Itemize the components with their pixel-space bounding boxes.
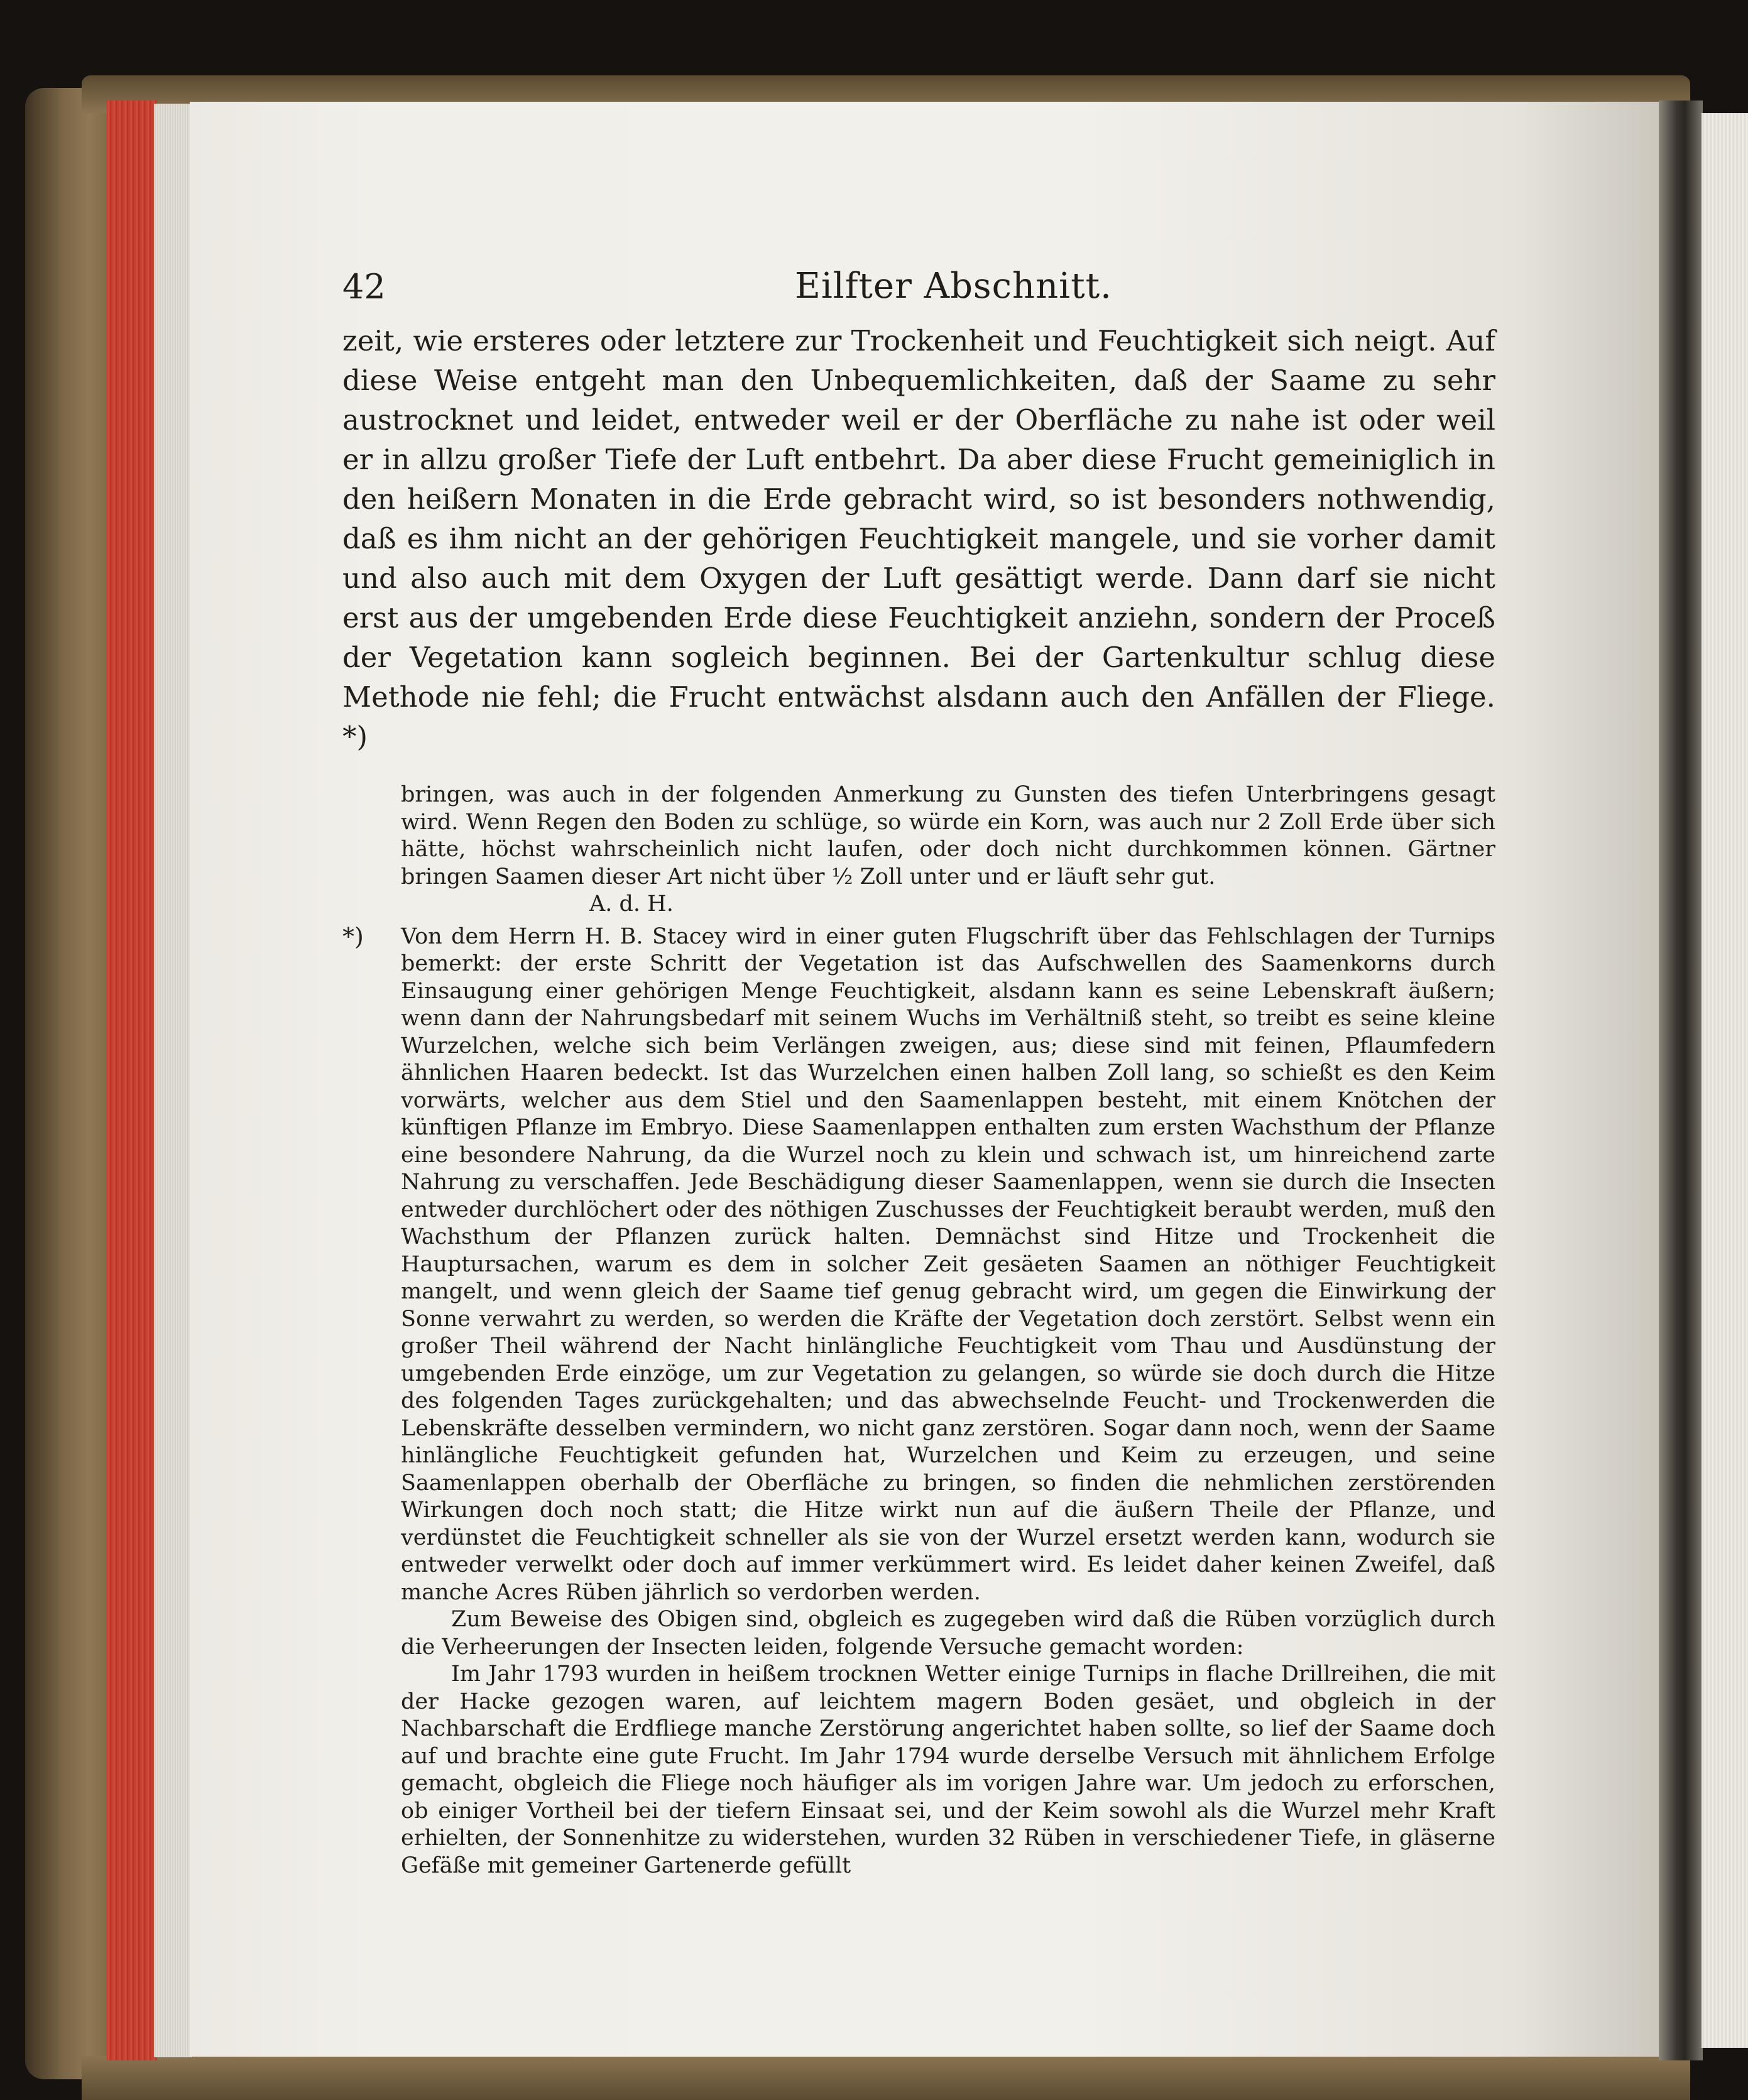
book-gutter [1659,101,1703,2060]
facing-page-edge [1702,113,1748,2048]
note-signature: A. d. H. [589,891,674,917]
footnote-paragraph-2: Zum Beweise des Obigen sind, obgleich es zugegeben wird daß die Rüben vorzüglich durch die Verheerungen der Insecten leiden, folgende Versuche gemacht worden: [401,1607,1495,1660]
red-page-edge [107,101,157,2060]
main-paragraph: zeit, wie ersteres oder letztere zur Trockenheit und Feuchtigkeit sich neigt. Auf diese Weise entgeht man den Unbequemlichkeiten, daß der Saame zu sehr austrocknet und leidet, entweder weil er der Oberfläche zu nahe ist oder weil er in allzu großer Tiefe der Luft entbehrt. Da aber diese Frucht gemeiniglich in den heißern Monaten in die Erde gebracht wird, so ist besonders nothwendig, daß es ihm nicht an der gehörigen Feuchtigkeit mangele, und sie vorher damit und also auch mit dem Oxygen der Luft gesättigt werde. Dann darf sie nicht erst aus der umgebenden Erde diese Feuchtigkeit anziehn, sondern der Proceß der Vegetation kann sogleich beginnen. Bei der Gartenkultur schlug diese Methode nie fehl; die Frucht entwächst alsdann auch den Anfällen der Fliege. *) [342,324,1495,753]
running-head: Eilfter Abschnitt. [795,266,1112,307]
footnote-paragraph-3: Im Jahr 1793 wurden in heißem trocknen Wetter einige Turnips in flache Drillreihen, die mit der Hacke gezogen waren, auf leichtem magern Boden gesäet, und obgleich in der Nachbarschaft die Erdfliege manche Zerstörung angerichtet haben sollte, so lief der Saame doch auf und brachte eine gute Frucht. Im Jahr 1794 wurde derselbe Versuch mit ähnlichem Erfolge gemacht, obgleich die Fliege noch häufiger als im vorigen Jahre war. Um jedoch zu erforschen, ob einiger Vortheil bei der tiefern Einsaat sei, und der Keim sowohl als die Wurzel mehr Kraft erhielten, der Sonnenhitze zu widerstehen, wurden 32 Rüben in verschiedener Tiefe, in gläserne Gefäße mit gemeiner Gartenerde gefüllt [401,1662,1495,1878]
note-continuation [401,781,1495,918]
page-text-block [342,248,1495,1878]
page-stack [154,104,192,2057]
main-text [342,321,1495,756]
footnote-marker: *) [342,922,364,950]
note-continuation-text: bringen, was auch in der folgenden Anmerkung zu Gunsten des tiefen Unterbringens gesagt wird. Wenn Regen den Boden zu schlüge, so würde ein Korn, was auch nur 2 Zoll Erde über sich hätte, höchst wahrscheinlich nicht laufen, oder doch nicht durchkommen können. Gärtner bringen Saamen dieser Art nicht über ½ Zoll unter und er läuft sehr gut. [401,782,1495,890]
footnote-paragraph-1: Von dem Herrn H. B. Stacey wird in einer guten Flugschrift über das Fehlschlagen der Turnips bemerkt: der erste Schritt der Vegetation ist das Aufschwellen des Saamenkorns durch Einsaugung einer gehörigen Menge Feuchtigkeit, alsdann kann es seine Lebenskraft äußern; wenn dann der Nahrungsbedarf mit seinem Wuchs im Verhältniß steht, so treibt es seine kleine Wurzelchen, welche sich beim Verlängen zweigen, aus; diese sind mit feinen, Pflaumfedern ähnlichen Haaren bedeckt. Ist das Wurzelchen einen halben Zoll lang, so schießt es den Keim vorwärts, welcher aus dem Stiel und den Saamenlappen besteht, mit einem Knötchen der künftigen Pflanze im Embryo. Diese Saamenlappen enthalten zum ersten Wachsthum der Pflanze eine besondere Nahrung, da die Wurzel noch zu klein und schwach ist, um hinreichend zarte Nahrung zu verschaffen. Jede Beschädigung dieser Saamenlappen, wenn sie durch die Insecten entweder durchlöchert oder des nöthigen Zuschusses der Feuchtigkeit beraubt werden, muß den Wachsthum der Pflanzen zurück halten. Demnächst sind Hitze und Trockenheit die Hauptursachen, warum es dem in solcher Zeit gesäeten Saamen an nöthiger Feuchtigkeit mangelt, und wenn gleich der Saame tief genug gebracht wird, um gegen die Einwirkung der Sonne verwahrt zu werden, so werden die Kräfte der Vegetation doch zerstört. Selbst wenn ein großer Theil während der Nacht hinlängliche Feuchtigkeit vom Thau und Ausdünstung der umgebenden Erde einzöge, um zur Vegetation zu gelangen, so würde sie doch durch die Hitze des folgenden Tages zurückgehalten; und das abwechselnde Feucht- und Trockenwerden die Lebenskräfte desselben vermindern, wo nicht ganz zerstören. Sogar dann noch, wenn der Saame hinlängliche Feuchtigkeit gefunden hat, Wurzelchen und Keim zu erzeugen, und seine Saamenlappen oberhalb der Oberfläche zu bringen, so finden die nehmlichen zerstörenden Wirkungen doch noch statt; die Hitze wirkt nun auf die äußern Theile der Pflanze, und verdünstet die Feuchtigkeit schneller als sie von der Wurzel ersetzt werden kann, wodurch sie entweder verwelkt oder doch auf immer verkümmert wird. Es leidet daher keinen Zweifel, daß manche Acres Rüben jährlich so verdorben werden. [401,923,1495,1605]
page-number: 42 [342,267,386,307]
footnote [342,922,1495,1880]
page-header [342,248,1495,311]
book-cover-bottom [82,2056,1690,2100]
